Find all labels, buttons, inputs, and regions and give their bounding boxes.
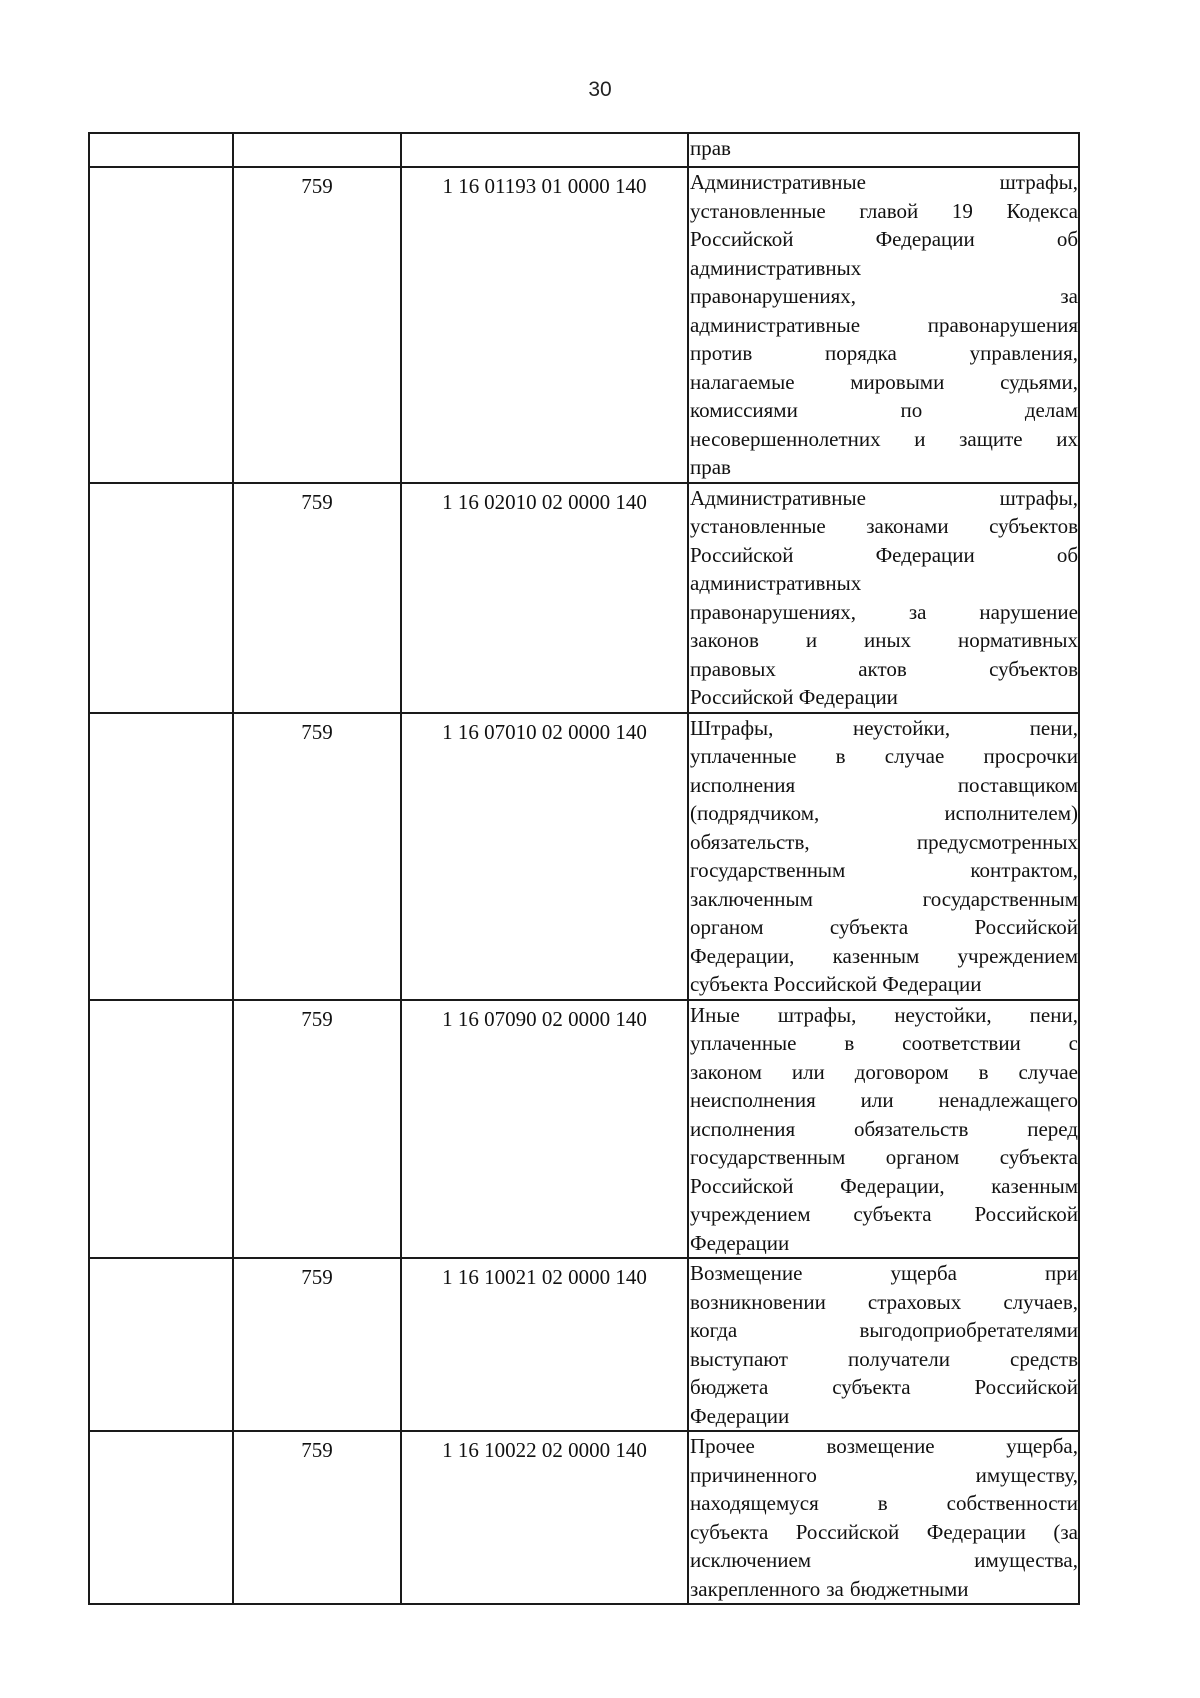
description-line — [690, 1575, 1078, 1604]
table-row — [89, 133, 1079, 167]
description-word: правонарушениях, — [690, 284, 856, 308]
description-word: казенным — [991, 1173, 1078, 1198]
administrator-code-cell: 759 — [233, 713, 401, 1000]
description-line — [690, 311, 1078, 340]
description-word: в — [835, 744, 846, 768]
description-cell — [688, 167, 1079, 483]
table-body — [89, 133, 1079, 1604]
description-word: бюджетными — [849, 1576, 969, 1601]
description-word: Административные — [690, 170, 866, 194]
description-word: имуществу, — [975, 1462, 1078, 1487]
description-word: комиссиями — [690, 398, 798, 422]
description-word: просрочки — [983, 744, 1078, 768]
description-line — [690, 942, 1078, 971]
description-line — [690, 339, 1078, 368]
description-word: в — [978, 1059, 989, 1084]
description-word: исполнения — [690, 1116, 796, 1141]
description-word: Российской — [690, 227, 794, 251]
description-line — [690, 714, 1078, 743]
description-word: Федерации — [690, 1403, 790, 1428]
description-word: прав — [690, 136, 731, 160]
description-word: поставщиком — [957, 772, 1078, 797]
administrator-code-cell: 759 — [233, 483, 401, 713]
description-word: государственным — [922, 886, 1078, 911]
description-line — [690, 1316, 1078, 1345]
description-line — [690, 225, 1078, 254]
description-word: их — [1056, 426, 1078, 451]
budget-code-cell: 1 16 10022 02 0000 140 — [401, 1431, 688, 1604]
description-word: Федерации — [926, 1519, 1026, 1544]
description-line — [690, 1461, 1078, 1490]
description-word: возмещение — [826, 1434, 935, 1458]
description-word: законами — [866, 514, 949, 538]
description-word: Российской — [974, 915, 1078, 939]
budget-code-cell — [401, 133, 688, 167]
description-word: 19 — [951, 198, 973, 223]
description-line — [690, 856, 1078, 885]
description-word: уплаченные — [690, 1031, 797, 1055]
description-word: Федерации, — [840, 1173, 945, 1198]
description-word: обязательств, — [690, 829, 810, 854]
description-word: (подрядчиком, — [690, 801, 820, 825]
description-word: государственным — [690, 1145, 846, 1169]
description-word: обязательств — [854, 1116, 969, 1141]
description-word: штрафы, — [999, 485, 1078, 510]
description-word: судьями, — [1000, 369, 1078, 394]
description-word: Федерации, — [690, 943, 795, 968]
budget-code-cell: 1 16 01193 01 0000 140 — [401, 167, 688, 483]
description-word: казенным — [832, 943, 920, 968]
description-word: заключенным — [690, 886, 813, 911]
description-word: органом — [885, 1145, 960, 1169]
description-word: установленные — [690, 198, 826, 223]
description-line — [690, 134, 1078, 163]
table-row — [89, 713, 1079, 1000]
description-word: Федерации — [690, 1230, 790, 1255]
description-word: или — [791, 1059, 825, 1084]
description-word: за — [1060, 284, 1078, 308]
description-line — [690, 168, 1078, 197]
budget-code-cell: 1 16 07010 02 0000 140 — [401, 713, 688, 1000]
description-word: Кодекса — [1006, 198, 1078, 223]
description-line — [690, 254, 1078, 283]
description-line — [690, 683, 1078, 712]
description-word: в — [844, 1031, 855, 1055]
description-word: Российской — [974, 1202, 1078, 1226]
description-word: мировыми — [850, 369, 945, 394]
description-cell — [688, 133, 1079, 167]
description-word: субъекта Российской Федерации — [690, 972, 982, 996]
description-word: закрепленного — [690, 1576, 821, 1601]
administrator-code-cell — [233, 133, 401, 167]
description-word: за — [826, 1576, 844, 1601]
description-word: ущерба — [890, 1261, 957, 1285]
description-line — [690, 1489, 1078, 1518]
description-word: бюджета — [690, 1375, 769, 1399]
description-line — [690, 484, 1078, 513]
description-word: имущества, — [974, 1548, 1078, 1572]
table-row — [89, 1258, 1079, 1431]
description-word: случаев, — [1003, 1289, 1078, 1314]
description-word: об — [1056, 542, 1078, 567]
description-word: ненадлежащего — [938, 1088, 1078, 1112]
description-line — [690, 541, 1078, 570]
description-line — [690, 1172, 1078, 1201]
description-word: штрафы, — [777, 1002, 857, 1027]
description-word: случае — [884, 744, 945, 768]
description-word: правовых — [690, 656, 776, 681]
description-line — [690, 1402, 1078, 1431]
description-word: Российской — [974, 1375, 1078, 1399]
description-word: порядка — [825, 341, 897, 365]
description-line — [690, 368, 1078, 397]
empty-cell — [89, 133, 233, 167]
description-word: штрафы, — [999, 170, 1078, 194]
description-word: ущерба, — [1006, 1434, 1078, 1458]
description-line — [690, 970, 1078, 999]
description-line — [690, 425, 1078, 454]
description-word: субъекта — [853, 1202, 932, 1226]
empty-cell — [89, 713, 233, 1000]
description-word: нарушение — [979, 599, 1078, 624]
description-line — [690, 1029, 1078, 1058]
description-word: субъектов — [989, 656, 1078, 681]
empty-cell — [89, 1258, 233, 1431]
description-word: Федерации — [875, 227, 975, 251]
description-word: Возмещение — [690, 1261, 803, 1285]
description-line — [690, 1086, 1078, 1115]
budget-code-cell: 1 16 07090 02 0000 140 — [401, 1000, 688, 1259]
description-line — [690, 1288, 1078, 1317]
table-row — [89, 167, 1079, 483]
description-line — [690, 453, 1078, 482]
description-word: Прочее — [690, 1434, 755, 1458]
description-word: пени, — [1029, 715, 1078, 740]
description-line — [690, 771, 1078, 800]
page-number: 30 — [588, 78, 612, 101]
description-line — [690, 742, 1078, 771]
description-cell — [688, 483, 1079, 713]
description-line — [690, 197, 1078, 226]
description-word: предусмотренных — [916, 829, 1078, 854]
description-word: несовершеннолетних — [690, 426, 881, 451]
description-word: находящемуся — [690, 1491, 819, 1515]
description-cell — [688, 1431, 1079, 1604]
description-word: исключением — [690, 1548, 812, 1572]
administrator-code-cell: 759 — [233, 167, 401, 483]
description-word: нормативных — [957, 628, 1078, 652]
description-word: субъектов — [989, 514, 1078, 538]
description-line — [690, 1143, 1078, 1172]
description-word: средств — [1010, 1346, 1078, 1371]
description-line — [690, 1518, 1078, 1547]
description-word: иных — [863, 628, 912, 652]
description-line — [690, 913, 1078, 942]
description-word: уплаченные — [690, 744, 797, 768]
description-word: исполнителем) — [944, 801, 1078, 825]
description-cell — [688, 1000, 1079, 1259]
description-line — [690, 396, 1078, 425]
administrator-code-cell: 759 — [233, 1258, 401, 1431]
description-word: Российской Федерации — [690, 685, 898, 709]
description-word: пени, — [1029, 1002, 1078, 1027]
description-word: когда — [690, 1318, 738, 1342]
description-line — [690, 655, 1078, 684]
description-word: неустойки, — [894, 1002, 992, 1027]
empty-cell — [89, 1000, 233, 1259]
description-line — [690, 1345, 1078, 1374]
description-word: в — [877, 1491, 888, 1515]
description-line — [690, 885, 1078, 914]
description-line — [690, 1259, 1078, 1288]
description-word: страховых — [867, 1289, 962, 1314]
description-word: выступают — [690, 1346, 788, 1371]
description-word: исполнения — [690, 772, 796, 797]
description-word: актов — [858, 656, 907, 681]
administrator-code-cell: 759 — [233, 1000, 401, 1259]
description-word: договором — [854, 1059, 949, 1084]
description-word: при — [1045, 1261, 1078, 1285]
table-row — [89, 483, 1079, 713]
description-line — [690, 569, 1078, 598]
description-line — [690, 1229, 1078, 1258]
description-word: главой — [859, 198, 919, 223]
description-word: Российской — [690, 542, 794, 567]
description-word: получатели — [847, 1346, 950, 1371]
description-line — [690, 282, 1078, 311]
budget-classification-table — [88, 132, 1080, 1605]
description-word: государственным — [690, 858, 846, 882]
empty-cell — [89, 1431, 233, 1604]
description-line — [690, 512, 1078, 541]
description-line — [690, 1115, 1078, 1144]
description-line — [690, 1200, 1078, 1229]
description-word: субъекта — [999, 1145, 1078, 1169]
description-word: Штрафы, — [690, 715, 774, 740]
description-word: за — [908, 599, 927, 624]
description-word: случае — [1018, 1059, 1078, 1084]
description-word: соответствии — [902, 1031, 1021, 1055]
description-word: выгодоприобретателями — [859, 1318, 1078, 1342]
description-line — [690, 1546, 1078, 1575]
description-word: неустойки, — [852, 715, 951, 740]
budget-code-cell: 1 16 10021 02 0000 140 — [401, 1258, 688, 1431]
description-word: Федерации — [875, 542, 975, 567]
description-word: делам — [1024, 398, 1078, 422]
description-word: по — [900, 398, 923, 422]
description-word: законом — [690, 1059, 762, 1084]
description-word: налагаемые — [690, 369, 795, 394]
table-row — [89, 1000, 1079, 1259]
empty-cell — [89, 167, 233, 483]
description-word: Российской — [795, 1519, 900, 1544]
description-word: (за — [1053, 1519, 1078, 1544]
description-word: против — [690, 341, 753, 365]
description-word: прав — [690, 455, 731, 479]
description-word: Административные — [690, 485, 866, 510]
description-word: или — [860, 1088, 894, 1112]
description-word: защите — [959, 426, 1023, 451]
description-word: установленные — [690, 514, 826, 538]
description-word: Иные — [690, 1002, 740, 1027]
description-line — [690, 626, 1078, 655]
description-line — [690, 828, 1078, 857]
description-word: Российской — [690, 1173, 794, 1198]
description-word: и — [914, 426, 926, 451]
description-word: учреждением — [957, 943, 1078, 968]
budget-code-cell: 1 16 02010 02 0000 140 — [401, 483, 688, 713]
description-word: субъекта — [690, 1519, 769, 1544]
description-line — [690, 1432, 1078, 1461]
description-word: контрактом, — [970, 858, 1078, 882]
empty-cell — [89, 483, 233, 713]
description-line — [690, 1058, 1078, 1087]
description-line — [690, 1373, 1078, 1402]
description-word: с — [1068, 1031, 1078, 1055]
administrator-code-cell: 759 — [233, 1431, 401, 1604]
description-word: учреждением — [690, 1202, 811, 1226]
description-word: административных — [690, 255, 862, 280]
description-word: об — [1056, 227, 1078, 251]
description-word: субъекта — [832, 1375, 911, 1399]
description-cell — [688, 1258, 1079, 1431]
description-cell — [688, 713, 1079, 1000]
description-word: причиненного — [690, 1462, 817, 1487]
description-word: правонарушениях, — [690, 599, 856, 624]
description-word: неисполнения — [690, 1088, 816, 1112]
description-line — [690, 799, 1078, 828]
description-word: управления, — [969, 341, 1078, 365]
description-word: собственности — [946, 1491, 1078, 1515]
table-row — [89, 1431, 1079, 1604]
description-word: возникновении — [690, 1289, 826, 1314]
description-word: органом — [690, 915, 764, 939]
description-word: законов — [690, 628, 759, 652]
description-word: правонарушения — [927, 312, 1078, 337]
description-line — [690, 598, 1078, 627]
description-word: административных — [690, 571, 862, 595]
description-word: административные — [690, 312, 861, 337]
description-word: перед — [1027, 1116, 1078, 1141]
description-line — [690, 1001, 1078, 1030]
description-word: и — [805, 628, 818, 652]
description-word: субъекта — [829, 915, 909, 939]
